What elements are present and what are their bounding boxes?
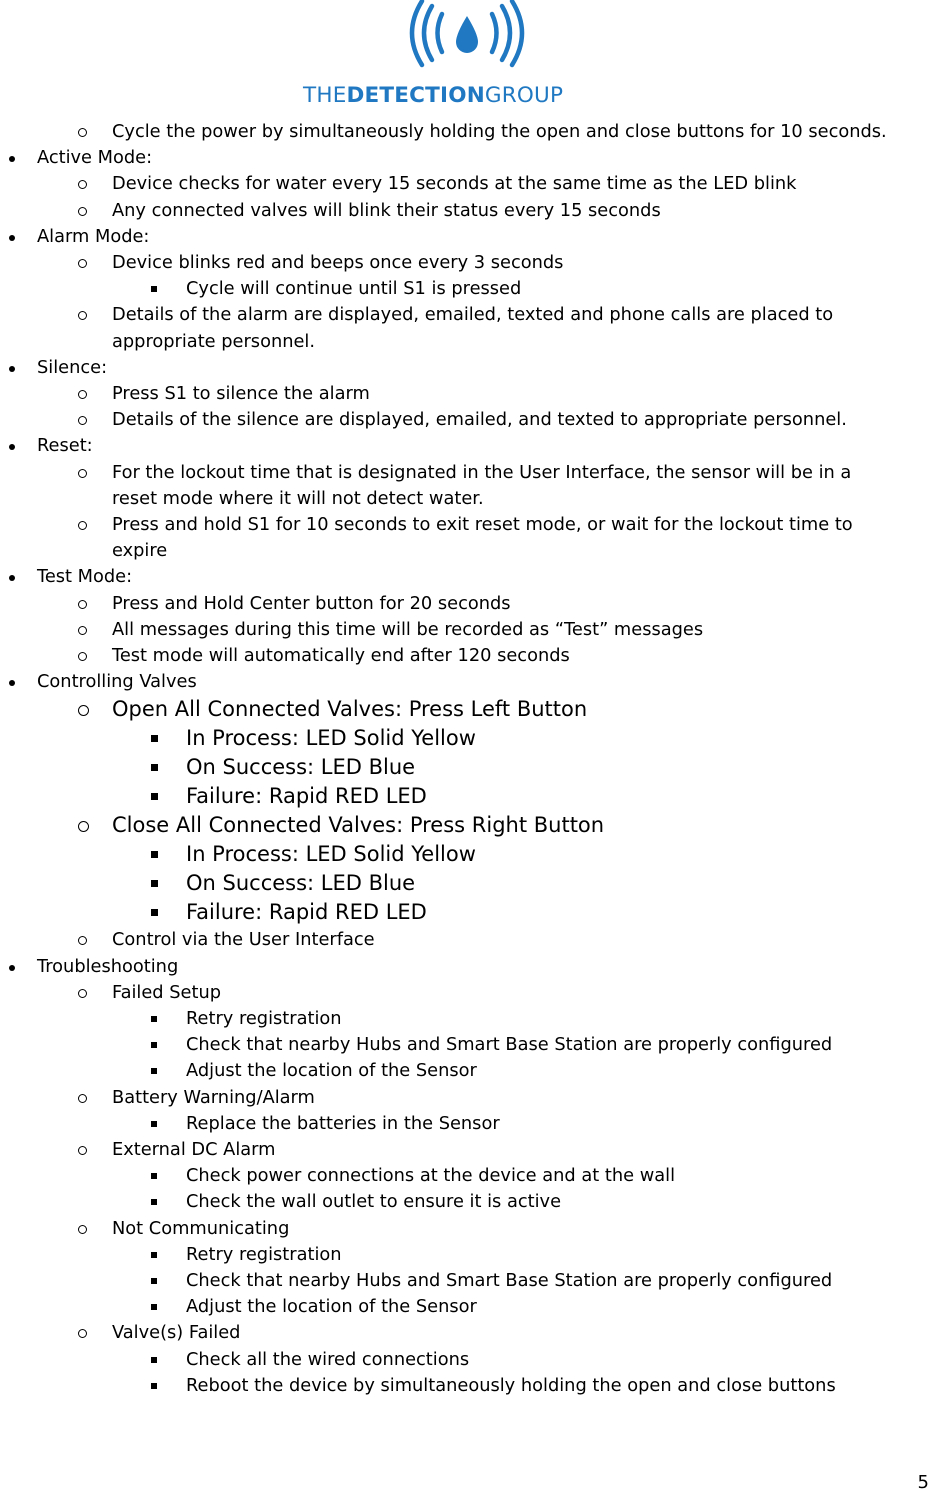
- bullet-circle-icon: [78, 626, 87, 635]
- list-item-text: External DC Alarm: [112, 1139, 276, 1160]
- list-item-text: Failure: Rapid RED LED: [186, 900, 427, 925]
- bullet-circle-icon: [78, 521, 87, 530]
- sub-sub-bullet-item: [186, 898, 427, 927]
- list-item-text: Not Communicating: [112, 1217, 290, 1239]
- list-item-text: Reboot the device by simultaneously holding the open and close buttons: [186, 1374, 836, 1396]
- list-item-continuation: [112, 329, 315, 355]
- list-item-text: Reset:: [37, 435, 93, 457]
- list-item-text: Any connected valves will blink their status every 15 seconds: [112, 199, 661, 221]
- bullet-item: [37, 564, 132, 590]
- sub-bullet-item: [112, 1216, 289, 1242]
- bullet-circle-icon: [78, 600, 87, 609]
- list-item-text: Check the wall outlet to ensure it is active: [186, 1191, 562, 1213]
- list-item-text: Battery Warning/Alarm: [112, 1086, 315, 1108]
- sub-sub-bullet-item: [186, 1242, 342, 1268]
- list-item-text: Details of the alarm are displayed, emailed, texted and phone calls are placed to: [112, 304, 834, 326]
- list-item-text: In Process: LED Solid Yellow: [186, 726, 476, 751]
- bullet-item: [37, 224, 149, 250]
- bullet-circle-icon: [78, 821, 89, 832]
- list-item-text: Close All Connected Valves: Press Right Button: [112, 813, 605, 838]
- list-item-text: Press S1 to silence the alarm: [112, 383, 370, 404]
- sub-bullet-item: [112, 460, 851, 486]
- bullet-square-icon: [151, 1042, 157, 1048]
- water-drop-signal-icon: [392, 0, 542, 80]
- list-item-text: Check power connections at the device and at the wall: [186, 1165, 676, 1187]
- sub-bullet-item: [112, 643, 570, 669]
- bullet-square-icon: [151, 735, 158, 742]
- bullet-circle-icon: [78, 469, 87, 478]
- sub-bullet-item: [112, 980, 221, 1006]
- bullet-item: [37, 433, 93, 459]
- bullet-circle-icon: [78, 259, 87, 268]
- list-item-text: expire: [112, 540, 168, 562]
- bullet-square-icon: [151, 880, 158, 887]
- sub-sub-bullet-item: [186, 724, 476, 753]
- sub-sub-bullet-item: [186, 869, 415, 898]
- bullet-item: [37, 954, 178, 980]
- list-item-text: Cycle will continue until S1 is pressed: [186, 278, 522, 300]
- bullet-square-icon: [151, 1068, 157, 1074]
- sub-bullet-item: [112, 811, 604, 840]
- bullet-circle-icon: [78, 989, 87, 998]
- sub-bullet-item: [112, 1137, 276, 1163]
- list-item-text: Active Mode:: [37, 147, 153, 169]
- bullet-circle-icon: [78, 207, 87, 216]
- sub-sub-bullet-item: [186, 1189, 561, 1215]
- bullet-circle-icon: [78, 1329, 87, 1338]
- list-item-text: Failure: Rapid RED LED: [186, 784, 427, 809]
- bullet-square-icon: [151, 1252, 157, 1258]
- list-item-text: reset mode where it will not detect water.: [112, 487, 484, 509]
- list-item-text: Press and hold S1 for 10 seconds to exit reset mode, or wait for the lockout time to: [112, 514, 853, 535]
- sub-bullet-item: [112, 250, 563, 276]
- sub-bullet-item: [112, 119, 887, 145]
- bullet-circle-icon: [78, 1225, 87, 1234]
- bullet-circle-icon: [78, 180, 87, 189]
- bullet-square-icon: [151, 1016, 157, 1022]
- list-item-text: Retry registration: [186, 1008, 342, 1029]
- sub-bullet-item: [112, 381, 370, 407]
- list-item-text: Valve(s) Failed: [112, 1322, 241, 1344]
- list-item-continuation: [112, 486, 484, 512]
- bullet-item: [37, 355, 107, 381]
- list-item-text: Alarm Mode:: [37, 225, 150, 247]
- list-item-text: Test mode will automatically end after 120 seconds: [112, 645, 570, 666]
- list-item-text: Check all the wired connections: [186, 1348, 470, 1370]
- list-item-text: Test Mode:: [37, 566, 133, 588]
- sub-bullet-item: [112, 171, 796, 197]
- list-item-text: Troubleshooting: [37, 955, 179, 977]
- bullet-circle-icon: [78, 705, 89, 716]
- list-item-text: Details of the silence are displayed, emailed, and texted to appropriate personnel.: [112, 409, 847, 431]
- list-item-text: Replace the batteries in the Sensor: [186, 1112, 500, 1134]
- bullet-dot-icon: [9, 965, 15, 971]
- sub-sub-bullet-item: [186, 1006, 342, 1032]
- bullet-dot-icon: [9, 235, 15, 241]
- bullet-square-icon: [151, 1383, 157, 1389]
- bullet-item: [37, 145, 152, 171]
- bullet-dot-icon: [9, 680, 15, 686]
- brand-wordmark: THEDETECTIONGROUP: [303, 83, 564, 108]
- list-item-text: Silence:: [37, 356, 108, 378]
- list-item-text: On Success: LED Blue: [186, 755, 416, 780]
- bullet-square-icon: [151, 1121, 157, 1127]
- list-item-text: Retry registration: [186, 1243, 342, 1265]
- bullet-circle-icon: [78, 128, 87, 137]
- list-item-text: Adjust the location of the Sensor: [186, 1060, 477, 1082]
- bullet-square-icon: [151, 286, 157, 292]
- sub-bullet-item: [112, 1320, 240, 1346]
- sub-sub-bullet-item: [186, 1111, 500, 1137]
- list-item-text: Check that nearby Hubs and Smart Base Station are properly configured: [186, 1034, 833, 1056]
- bullet-circle-icon: [78, 311, 87, 320]
- bullet-square-icon: [151, 1304, 157, 1310]
- sub-bullet-item: [112, 512, 853, 538]
- list-item-text: Cycle the power by simultaneously holding the open and close buttons for 10 seconds.: [112, 121, 887, 142]
- sub-sub-bullet-item: [186, 840, 476, 869]
- bullet-square-icon: [151, 851, 158, 858]
- list-item-text: For the lockout time that is designated in the User Interface, the sensor will be in a: [112, 461, 852, 483]
- bullet-square-icon: [151, 1199, 157, 1205]
- bullet-dot-icon: [9, 156, 15, 162]
- sub-sub-bullet-item: [186, 1347, 469, 1373]
- bullet-circle-icon: [78, 390, 87, 399]
- list-item-text: Device checks for water every 15 seconds at the same time as the LED blink: [112, 173, 797, 195]
- list-item-text: Press and Hold Center button for 20 seconds: [112, 592, 511, 614]
- sub-sub-bullet-item: [186, 1032, 832, 1058]
- bullet-circle-icon: [78, 936, 87, 945]
- sub-sub-bullet-item: [186, 1294, 477, 1320]
- bullet-circle-icon: [78, 1094, 87, 1103]
- list-item-text: Failed Setup: [112, 981, 222, 1003]
- sub-bullet-item: [112, 617, 703, 643]
- sub-sub-bullet-item: [186, 1373, 836, 1399]
- bullet-circle-icon: [78, 652, 87, 661]
- header-logo: [0, 0, 936, 110]
- sub-sub-bullet-item: [186, 1268, 832, 1294]
- sub-bullet-item: [112, 695, 587, 724]
- sub-sub-bullet-item: [186, 1058, 477, 1084]
- sub-bullet-item: [112, 198, 661, 224]
- sub-sub-bullet-item: [186, 782, 427, 811]
- sub-sub-bullet-item: [186, 753, 415, 782]
- sub-sub-bullet-item: [186, 276, 521, 302]
- list-item-text: In Process: LED Solid Yellow: [186, 842, 476, 867]
- list-item-text: Open All Connected Valves: Press Left Button: [112, 697, 588, 722]
- bullet-dot-icon: [9, 444, 15, 450]
- bullet-circle-icon: [78, 1146, 87, 1155]
- list-item-text: Control via the User Interface: [112, 929, 375, 951]
- bullet-square-icon: [151, 1278, 157, 1284]
- bullet-circle-icon: [78, 416, 87, 425]
- list-item-text: Controlling Valves: [37, 671, 197, 693]
- list-item-text: On Success: LED Blue: [186, 871, 416, 896]
- sub-sub-bullet-item: [186, 1163, 675, 1189]
- bullet-square-icon: [151, 909, 158, 916]
- list-item-text: Check that nearby Hubs and Smart Base Station are properly configured: [186, 1270, 833, 1291]
- list-item-text: Adjust the location of the Sensor: [186, 1296, 477, 1318]
- page-number: 5: [917, 1472, 929, 1493]
- sub-bullet-item: [112, 591, 511, 617]
- bullet-dot-icon: [9, 366, 15, 372]
- bullet-item: [37, 669, 197, 695]
- bullet-square-icon: [151, 793, 158, 800]
- bullet-square-icon: [151, 1173, 157, 1179]
- list-item-text: appropriate personnel.: [112, 330, 316, 352]
- list-item-text: Device blinks red and beeps once every 3 seconds: [112, 252, 564, 273]
- sub-bullet-item: [112, 302, 833, 328]
- list-item-continuation: [112, 538, 167, 564]
- bullet-square-icon: [151, 764, 158, 771]
- sub-bullet-item: [112, 1085, 315, 1111]
- list-item-text: All messages during this time will be recorded as “Test” messages: [112, 618, 704, 640]
- sub-bullet-item: [112, 407, 847, 433]
- bullet-dot-icon: [9, 575, 15, 581]
- sub-bullet-item: [112, 927, 375, 953]
- bullet-square-icon: [151, 1357, 157, 1363]
